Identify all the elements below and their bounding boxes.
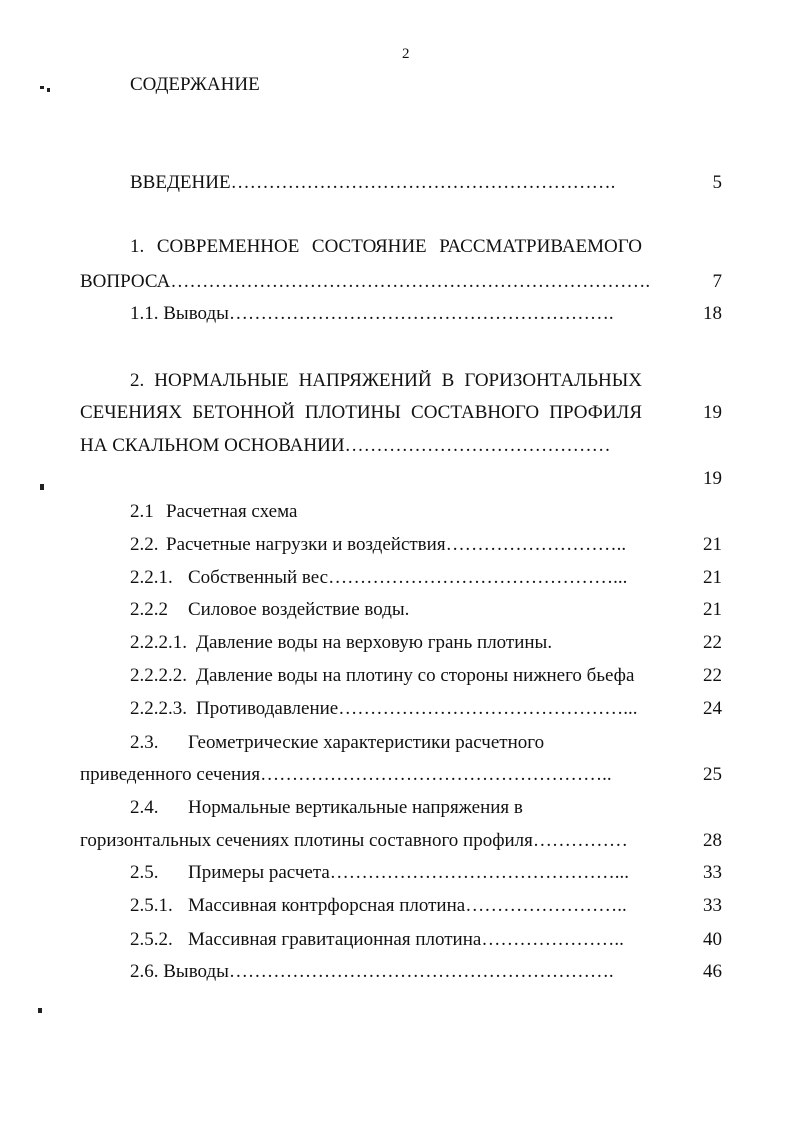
page-title: СОДЕРЖАНИЕ	[130, 74, 260, 95]
entry-page: 19	[703, 402, 722, 423]
entry-page: 40	[703, 929, 722, 950]
entry-num: 2.3.	[130, 732, 159, 753]
entry-text: Противодавление………………………………………...	[196, 698, 638, 719]
entry-text: Геометрические характеристики расчетного	[188, 732, 545, 753]
scan-artifact	[40, 484, 44, 490]
entry-page: 24	[703, 698, 722, 719]
scan-artifact	[47, 88, 50, 92]
entry-text-cont: горизонтальных сечениях плотины составного профиля……………	[80, 830, 628, 851]
entry-num: 2.5.	[130, 862, 159, 883]
entry-text: ВВЕДЕНИЕ…………………………………………………….	[130, 172, 616, 193]
entry-text: Массивная гравитационная плотина…………………..	[188, 929, 624, 950]
page-number: 2	[402, 46, 410, 62]
entry-text: 2.6. Выводы…………………………………………………….	[130, 961, 614, 982]
scan-artifact	[40, 86, 44, 89]
entry-num: 2.5.2.	[130, 929, 173, 950]
entry-page: 19	[703, 468, 722, 489]
entry-num: 2.2.2.1.	[130, 632, 187, 653]
entry-text: Собственный вес………………………………………...	[188, 567, 628, 588]
entry-text-cont: ВОПРОСА………………………………………………………………….	[80, 271, 651, 292]
scan-artifact	[38, 1008, 42, 1013]
entry-num: 2.2.1.	[130, 567, 173, 588]
entry-page: 28	[703, 830, 722, 851]
entry-num: 2.2.2	[130, 599, 168, 620]
entry-text: Силовое воздействие воды.	[188, 599, 410, 620]
entry-text: Давление воды на верховую грань плотины.	[196, 632, 553, 653]
entry-text-cont: СЕЧЕНИЯХ БЕТОННОЙ ПЛОТИНЫ СОСТАВНОГО ПРОФИЛЯ	[80, 402, 642, 423]
entry-page: 46	[703, 961, 722, 982]
entry-page: 22	[703, 665, 722, 686]
entry-text: 1. СОВРЕМЕННОЕ СОСТОЯНИЕ РАССМАТРИВАЕМОГО	[130, 236, 642, 257]
entry-text: 2. НОРМАЛЬНЫЕ НАПРЯЖЕНИЙ В ГОРИЗОНТАЛЬНЫХ	[130, 370, 642, 391]
entry-page: 7	[712, 271, 722, 292]
entry-text-cont: приведенного сечения………………………………………………..	[80, 764, 612, 785]
entry-num: 2.1	[130, 501, 154, 522]
entry-page: 21	[703, 534, 722, 555]
entry-page: 22	[703, 632, 722, 653]
entry-text: 1.1. Выводы…………………………………………………….	[130, 303, 614, 324]
entry-page: 21	[703, 599, 722, 620]
entry-page: 5	[712, 172, 722, 193]
entry-page: 33	[703, 895, 722, 916]
entry-page: 21	[703, 567, 722, 588]
entry-page: 25	[703, 764, 722, 785]
entry-text: Массивная контрфорсная плотина……………………..	[188, 895, 627, 916]
entry-text: Расчетная схема	[166, 501, 298, 522]
entry-text: Нормальные вертикальные напряжения в	[188, 797, 523, 818]
entry-text: Расчетные нагрузки и воздействия………………………..	[166, 534, 627, 555]
entry-text: Примеры расчета………………………………………...	[188, 862, 630, 883]
entry-num: 2.4.	[130, 797, 159, 818]
entry-page: 33	[703, 862, 722, 883]
entry-num: 2.2.	[130, 534, 159, 555]
entry-num: 2.2.2.3.	[130, 698, 187, 719]
entry-num: 2.5.1.	[130, 895, 173, 916]
entry-text-cont: НА СКАЛЬНОМ ОСНОВАНИИ……………………………………	[80, 435, 611, 456]
entry-page: 18	[703, 303, 722, 324]
entry-num: 2.2.2.2.	[130, 665, 187, 686]
entry-text: Давление воды на плотину со стороны нижнего бьефа	[196, 665, 635, 686]
